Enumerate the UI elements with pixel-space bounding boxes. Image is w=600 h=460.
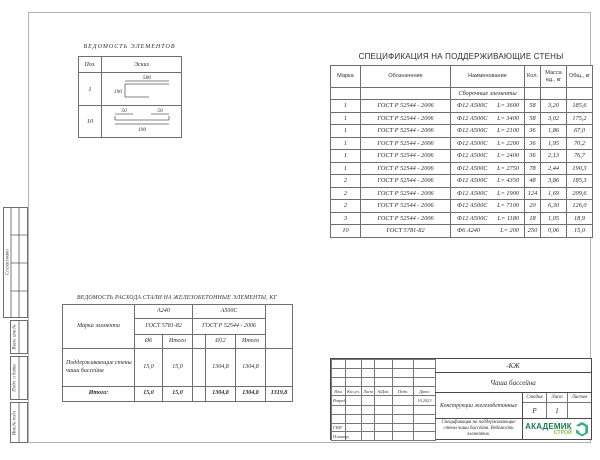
sheet-value: 1: [547, 403, 568, 418]
steel-dia-12: Ø12: [206, 335, 236, 349]
title-block: [330, 358, 592, 440]
steel-subtotal-2: Итого: [236, 335, 266, 349]
spec-row: 1 ГОСТ Р 52544 - 2006 Ф12 А500С L= 2750 78 2,44 190,3: [331, 162, 593, 175]
steel-grade-a500c: А500С: [193, 305, 266, 319]
spec-row: 2 ГОСТ Р 52544 - 2006 Ф12 А500С L= 1900 124 1,69 209,6: [331, 187, 593, 200]
elements-col-sketch: Эскиз: [102, 57, 182, 73]
steel-data-row: Поддерживающие стены чаши бассейна 15,0 15,0 1304,8 1304,8: [63, 349, 293, 387]
stamp-agreed-label: Согласовано: [5, 249, 11, 275]
spec-section-row: [331, 88, 593, 100]
sheets-header: Листов: [571, 395, 588, 400]
svg-text:580: 580: [142, 75, 151, 81]
spec-row: 10 ГОСТ 5781-82 Ф6 А240 L= 200 250 0,06 15,0: [331, 225, 593, 238]
element-10-pos: 10: [79, 106, 102, 138]
developed-row: [332, 396, 436, 406]
stamp-agreed: [3, 207, 28, 318]
svg-text:50: 50: [156, 108, 163, 114]
spec-row: 1 ГОСТ Р 52544 - 2006 Ф12 А500С L= 2100 36 1,86 67,0: [331, 125, 593, 138]
stage-value-row: [523, 403, 591, 418]
sketch-element-10: [103, 106, 181, 132]
sig-header-row: Изм. Кол.уч. Лист №Док. Подп. Дата: [332, 387, 436, 396]
title-block-signature-section: [331, 359, 435, 439]
signature-grid: [331, 359, 436, 441]
svg-text:190: 190: [137, 127, 146, 132]
company-logo: [523, 419, 591, 439]
elements-row-1: [79, 73, 182, 106]
spec-row: 2 ГОСТ Р 52544 - 2006 Ф12 А500С L= 7100 20 6,30 126,0: [331, 200, 593, 213]
stage-value: Р: [523, 403, 547, 418]
stage-header-row: [523, 393, 591, 403]
developed-label: Разраб.: [332, 396, 346, 406]
stamp-replace-inv: [10, 320, 28, 354]
spec-section-label: Сборочные элементы: [451, 88, 525, 100]
construction-kind: Конструкции железобетонные: [435, 393, 523, 418]
steel-grade-row: [63, 305, 293, 319]
stamp-inv-orig: [10, 402, 28, 443]
spec-col-designation: Обозначение: [361, 66, 451, 88]
ncontr-row: [332, 432, 436, 441]
steel-gost-a240: ГОСТ 5781-82: [135, 319, 193, 335]
elements-col-pos: Поз.: [79, 57, 102, 73]
steel-total-label: Итого:: [63, 387, 135, 402]
spec-col-total-mass: Общ., кг: [567, 66, 593, 88]
spec-row: 1 ГОСТ Р 52544 - 2006 Ф12 А500С L= 3400 58 3,02 175,2: [331, 112, 593, 125]
elements-table-title: ВЕДОМОСТЬ ЭЛЕМЕНТОВ: [83, 44, 176, 50]
steel-table-title: ВЕДОМОСТЬ РАСХОДА СТАЛИ НА ЖЕЛЕЗОБЕТОННЫЕ ЭЛЕМЕНТЫ, КГ: [77, 295, 277, 301]
logo-mark-icon: [574, 421, 589, 438]
stamp-inv-orig-label: Инв.№ подл.: [12, 409, 18, 436]
steel-row-label: Поддерживающие стены чаши бассейна: [63, 349, 135, 387]
spec-col-unit-mass: Масса ед., кг: [541, 66, 567, 88]
spec-row: 1 ГОСТ Р 52544 - 2006 Ф12 А500С L= 2200 36 1,95 70,2: [331, 137, 593, 150]
stamp-replace-inv-label: Взам. инв.№: [12, 324, 18, 350]
gip-label: ГИП: [332, 424, 346, 432]
spec-table: [330, 65, 593, 238]
document-code: -КЖ: [435, 359, 591, 373]
svg-text:50: 50: [120, 108, 127, 114]
spec-table-title: СПЕЦИФИКАЦИЯ НА ПОДДЕРЖИВАЮЩИЕ СТЕНЫ: [358, 52, 564, 61]
elements-header-row: [79, 57, 182, 73]
spec-row: 2 ГОСТ Р 52544 - 2006 Ф12 А500С L= 4350 48 3,86 185,3: [331, 175, 593, 188]
steel-table: [62, 304, 293, 402]
object-name: Чаша бассейна: [435, 373, 591, 393]
elements-row-10: [79, 106, 182, 138]
ncontr-label: Н.контр.: [333, 433, 350, 439]
stamp-sign-date: [10, 356, 28, 400]
spec-header-row: [331, 66, 593, 88]
sheets-value: [568, 403, 591, 418]
spec-col-mark: Марка: [331, 66, 361, 88]
spec-col-name: Наименование: [451, 66, 525, 88]
svg-text:190: 190: [113, 89, 122, 95]
spec-row: 1 ГОСТ Р 52544 - 2006 Ф12 А500С L= 3600 58 3,20 185,6: [331, 100, 593, 113]
elements-table: [78, 56, 182, 138]
spec-row: 1 ГОСТ Р 52544 - 2006 Ф12 А500С L= 2400 36 2,13 76,7: [331, 150, 593, 163]
developed-date: 10.2023: [414, 396, 436, 406]
steel-mark-header: Марка элемента: [63, 305, 135, 349]
steel-gost-a500c: ГОСТ Р 52544 - 2006: [193, 319, 266, 335]
logo-name: АКАДЕМИК: [525, 422, 572, 431]
stage-header: Стадия: [523, 393, 547, 402]
steel-subtotal-1: Итого: [163, 335, 193, 349]
spec-col-qty: Кол.: [525, 66, 541, 88]
steel-total-row: Итого: 15,0 15,0 1304,8 1304,8 1319,8: [63, 387, 293, 402]
steel-dia-6: Ø6: [135, 335, 163, 349]
steel-grade-a240: А240: [135, 305, 193, 319]
logo-sub: СТРОЙ: [553, 430, 572, 436]
spec-row: 3 ГОСТ Р 52544 - 2006 Ф12 А500С L= 1180 18 1,05 18,9: [331, 212, 593, 225]
stamp-sign-date-label: Подп. и дата: [12, 364, 18, 392]
document-title: Спецификация на поддерживающие стены чаши бассейна. Ведомость элементов.: [435, 419, 523, 439]
gip-row: [332, 424, 436, 432]
sheet-header: Лист: [547, 393, 568, 402]
steel-grand-header: [266, 305, 293, 349]
sketch-element-1: [103, 73, 181, 100]
element-1-pos: 1: [79, 73, 102, 106]
